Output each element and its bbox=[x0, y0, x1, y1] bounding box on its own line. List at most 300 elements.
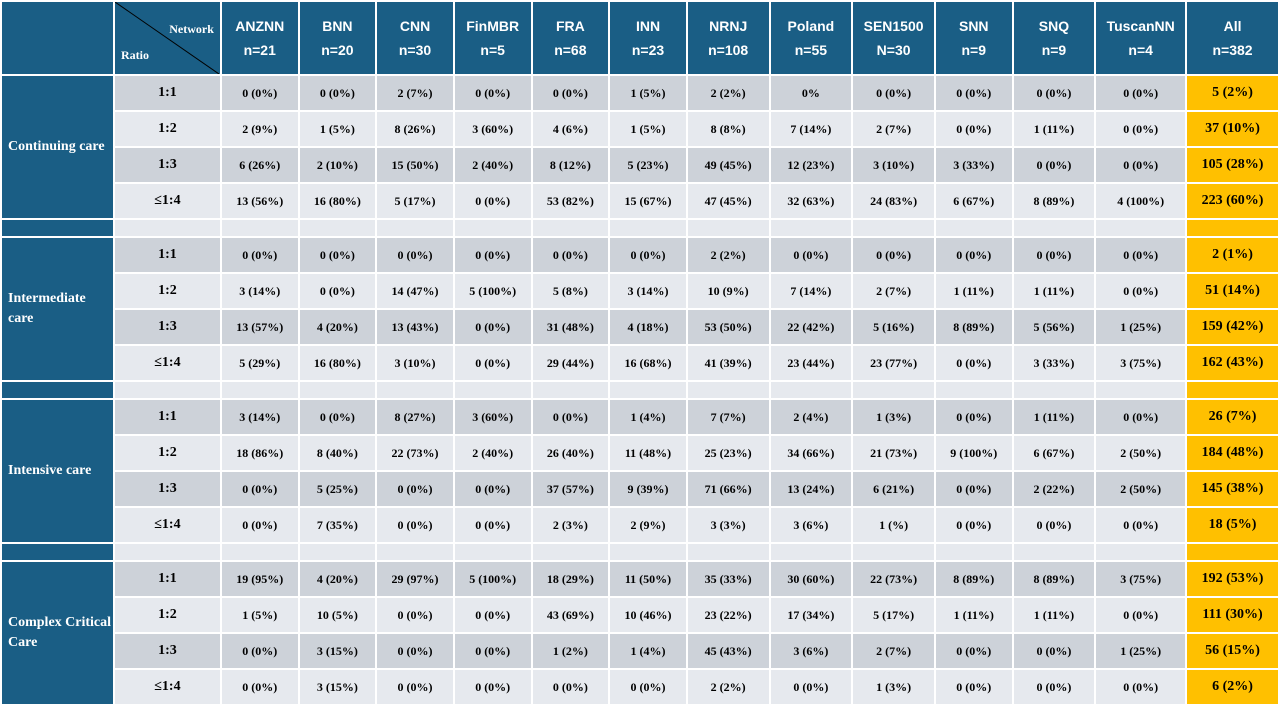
value-cell: 7 (14%) bbox=[771, 274, 852, 308]
value-cell: 0 (0%) bbox=[936, 634, 1012, 668]
value-cell: 16 (80%) bbox=[300, 346, 376, 380]
value-cell: 0 (0%) bbox=[300, 274, 376, 308]
value-cell: 2 (4%) bbox=[771, 400, 852, 434]
value-cell: 4 (18%) bbox=[610, 310, 686, 344]
table-body bbox=[2, 76, 1278, 704]
value-cell: 2 (10%) bbox=[300, 148, 376, 182]
table-row bbox=[2, 634, 1278, 668]
ratio-cell: 1:2 bbox=[115, 274, 220, 308]
all-total-cell: 184 (48%) bbox=[1187, 436, 1278, 470]
spacer-cell bbox=[533, 544, 609, 560]
column-sample-size: n=23 bbox=[631, 42, 665, 58]
value-cell: 0 (0%) bbox=[1096, 148, 1185, 182]
value-cell: 23 (77%) bbox=[853, 346, 934, 380]
value-cell: 2 (9%) bbox=[610, 508, 686, 542]
value-cell: 4 (20%) bbox=[300, 310, 376, 344]
value-cell: 29 (44%) bbox=[533, 346, 609, 380]
column-sample-size: n=382 bbox=[1212, 42, 1253, 58]
spacer-cell bbox=[853, 220, 934, 236]
value-cell: 6 (67%) bbox=[936, 184, 1012, 218]
value-cell: 3 (15%) bbox=[300, 634, 376, 668]
value-cell: 11 (48%) bbox=[610, 436, 686, 470]
value-cell: 5 (100%) bbox=[455, 562, 531, 596]
value-cell: 1 (11%) bbox=[1014, 400, 1095, 434]
value-cell: 1 (25%) bbox=[1096, 310, 1185, 344]
value-cell: 0 (0%) bbox=[1096, 274, 1185, 308]
value-cell: 0 (0%) bbox=[936, 238, 1012, 272]
value-cell: 0 (0%) bbox=[1014, 238, 1095, 272]
value-cell: 35 (33%) bbox=[688, 562, 769, 596]
value-cell: 0 (0%) bbox=[1014, 76, 1095, 110]
value-cell: 0 (0%) bbox=[1014, 670, 1095, 704]
value-cell: 0% bbox=[771, 76, 852, 110]
value-cell: 9 (100%) bbox=[936, 436, 1012, 470]
value-cell: 0 (0%) bbox=[222, 508, 298, 542]
value-cell: 3 (10%) bbox=[853, 148, 934, 182]
value-cell: 3 (15%) bbox=[300, 670, 376, 704]
value-cell: 47 (45%) bbox=[688, 184, 769, 218]
value-cell: 0 (0%) bbox=[1096, 112, 1185, 146]
spacer-cell bbox=[222, 544, 298, 560]
all-total-cell: 111 (30%) bbox=[1187, 598, 1278, 632]
spacer-cell bbox=[1014, 382, 1095, 398]
value-cell: 2 (7%) bbox=[853, 112, 934, 146]
value-cell: 8 (89%) bbox=[1014, 184, 1095, 218]
value-cell: 1 (11%) bbox=[936, 598, 1012, 632]
table-row bbox=[2, 112, 1278, 146]
section-spacer-row bbox=[2, 382, 1278, 398]
value-cell: 0 (0%) bbox=[1014, 148, 1095, 182]
value-cell: 10 (5%) bbox=[300, 598, 376, 632]
value-cell: 13 (57%) bbox=[222, 310, 298, 344]
all-total-cell: 6 (2%) bbox=[1187, 670, 1278, 704]
ratio-cell: ≤1:4 bbox=[115, 346, 220, 380]
value-cell: 6 (26%) bbox=[222, 148, 298, 182]
column-sample-size: n=9 bbox=[1041, 42, 1067, 58]
value-cell: 17 (34%) bbox=[771, 598, 852, 632]
all-total-cell: 159 (42%) bbox=[1187, 310, 1278, 344]
column-network-name: BNN bbox=[322, 18, 353, 34]
ratio-cell: 1:2 bbox=[115, 112, 220, 146]
value-cell: 26 (40%) bbox=[533, 436, 609, 470]
column-sample-size: n=20 bbox=[321, 42, 354, 58]
spacer-cell bbox=[853, 382, 934, 398]
value-cell: 49 (45%) bbox=[688, 148, 769, 182]
value-cell: 0 (0%) bbox=[936, 400, 1012, 434]
ratio-cell: 1:1 bbox=[115, 400, 220, 434]
value-cell: 1 (2%) bbox=[533, 634, 609, 668]
spacer-cell bbox=[377, 382, 453, 398]
value-cell: 0 (0%) bbox=[455, 670, 531, 704]
spacer-cell bbox=[936, 220, 1012, 236]
value-cell: 32 (63%) bbox=[771, 184, 852, 218]
column-header-snn bbox=[936, 2, 1012, 74]
value-cell: 30 (60%) bbox=[771, 562, 852, 596]
spacer-cell bbox=[936, 544, 1012, 560]
spacer-cell bbox=[222, 220, 298, 236]
value-cell: 3 (14%) bbox=[222, 274, 298, 308]
column-header-inn bbox=[610, 2, 686, 74]
spacer-cell bbox=[610, 544, 686, 560]
column-network-name: CNN bbox=[399, 18, 431, 34]
value-cell: 41 (39%) bbox=[688, 346, 769, 380]
spacer-cell bbox=[377, 220, 453, 236]
value-cell: 1 (11%) bbox=[936, 274, 1012, 308]
spacer-cell bbox=[688, 544, 769, 560]
column-header-all bbox=[1187, 2, 1278, 74]
value-cell: 2 (7%) bbox=[853, 274, 934, 308]
value-cell: 1 (11%) bbox=[1014, 112, 1095, 146]
spacer-cell bbox=[1096, 544, 1185, 560]
column-header-poland bbox=[771, 2, 852, 74]
column-sample-size: n=5 bbox=[480, 42, 505, 58]
value-cell: 23 (44%) bbox=[771, 346, 852, 380]
spacer-cell bbox=[300, 382, 376, 398]
ratio-cell: ≤1:4 bbox=[115, 184, 220, 218]
value-cell: 22 (42%) bbox=[771, 310, 852, 344]
value-cell: 0 (0%) bbox=[300, 76, 376, 110]
spacer-cell bbox=[533, 382, 609, 398]
column-network-name: Poland bbox=[787, 18, 835, 34]
column-header-snq bbox=[1014, 2, 1095, 74]
value-cell: 1 (%) bbox=[853, 508, 934, 542]
value-cell: 22 (73%) bbox=[853, 562, 934, 596]
ratio-cell: 1:3 bbox=[115, 310, 220, 344]
value-cell: 3 (14%) bbox=[610, 274, 686, 308]
value-cell: 45 (43%) bbox=[688, 634, 769, 668]
ratio-cell: 1:1 bbox=[115, 238, 220, 272]
ratio-cell: 1:1 bbox=[115, 76, 220, 110]
table-row bbox=[2, 274, 1278, 308]
all-total-cell: 5 (2%) bbox=[1187, 76, 1278, 110]
table-row bbox=[2, 562, 1278, 596]
column-sample-size: n=108 bbox=[708, 42, 749, 58]
ratio-cell: 1:2 bbox=[115, 598, 220, 632]
spacer-cell bbox=[936, 382, 1012, 398]
value-cell: 2 (7%) bbox=[377, 76, 453, 110]
value-cell: 3 (14%) bbox=[222, 400, 298, 434]
column-header-sen1500 bbox=[853, 2, 934, 74]
value-cell: 1 (4%) bbox=[610, 400, 686, 434]
value-cell: 0 (0%) bbox=[936, 346, 1012, 380]
value-cell: 43 (69%) bbox=[533, 598, 609, 632]
value-cell: 2 (3%) bbox=[533, 508, 609, 542]
all-total-cell: 37 (10%) bbox=[1187, 112, 1278, 146]
section-label: Intermediate care bbox=[2, 238, 113, 380]
value-cell: 3 (6%) bbox=[771, 508, 852, 542]
column-header-bnn bbox=[300, 2, 376, 74]
value-cell: 0 (0%) bbox=[455, 346, 531, 380]
column-network-name: SNN bbox=[958, 18, 989, 34]
value-cell: 0 (0%) bbox=[533, 76, 609, 110]
spacer-cell bbox=[771, 382, 852, 398]
value-cell: 4 (100%) bbox=[1096, 184, 1185, 218]
value-cell: 7 (35%) bbox=[300, 508, 376, 542]
column-network-name: INN bbox=[635, 18, 661, 34]
value-cell: 3 (75%) bbox=[1096, 562, 1185, 596]
ratio-cell: 1:3 bbox=[115, 148, 220, 182]
value-cell: 0 (0%) bbox=[455, 310, 531, 344]
value-cell: 8 (89%) bbox=[1014, 562, 1095, 596]
corner-network-label: Network bbox=[169, 22, 214, 36]
spacer-all-cell bbox=[1187, 382, 1278, 398]
value-cell: 13 (43%) bbox=[377, 310, 453, 344]
value-cell: 0 (0%) bbox=[455, 472, 531, 506]
value-cell: 0 (0%) bbox=[936, 508, 1012, 542]
header-row bbox=[2, 2, 1278, 74]
value-cell: 13 (24%) bbox=[771, 472, 852, 506]
value-cell: 0 (0%) bbox=[377, 508, 453, 542]
column-sample-size: N=30 bbox=[876, 42, 911, 58]
value-cell: 6 (21%) bbox=[853, 472, 934, 506]
all-total-cell: 18 (5%) bbox=[1187, 508, 1278, 542]
value-cell: 8 (26%) bbox=[377, 112, 453, 146]
section-label: Complex Critical Care bbox=[2, 562, 113, 704]
value-cell: 2 (2%) bbox=[688, 76, 769, 110]
value-cell: 2 (50%) bbox=[1096, 472, 1185, 506]
value-cell: 2 (9%) bbox=[222, 112, 298, 146]
column-sample-size: n=9 bbox=[961, 42, 987, 58]
spacer-cell bbox=[455, 382, 531, 398]
value-cell: 71 (66%) bbox=[688, 472, 769, 506]
value-cell: 1 (3%) bbox=[853, 400, 934, 434]
spacer-cell bbox=[688, 220, 769, 236]
column-sample-size: n=4 bbox=[1128, 42, 1153, 58]
column-sample-size: n=55 bbox=[794, 42, 828, 58]
table-row bbox=[2, 472, 1278, 506]
value-cell: 0 (0%) bbox=[936, 670, 1012, 704]
value-cell: 12 (23%) bbox=[771, 148, 852, 182]
spacer-cell bbox=[610, 382, 686, 398]
value-cell: 5 (23%) bbox=[610, 148, 686, 182]
value-cell: 3 (33%) bbox=[936, 148, 1012, 182]
value-cell: 18 (86%) bbox=[222, 436, 298, 470]
section-label: Intensive care bbox=[2, 400, 113, 542]
table-row bbox=[2, 436, 1278, 470]
value-cell: 0 (0%) bbox=[610, 670, 686, 704]
value-cell: 5 (25%) bbox=[300, 472, 376, 506]
corner-header-cell bbox=[115, 2, 220, 74]
column-network-name: SEN1500 bbox=[863, 18, 924, 34]
table-row bbox=[2, 508, 1278, 542]
table-row bbox=[2, 346, 1278, 380]
column-header-nrnj bbox=[688, 2, 769, 74]
value-cell: 0 (0%) bbox=[771, 238, 852, 272]
column-sample-size: n=21 bbox=[243, 42, 276, 58]
spacer-cell bbox=[1096, 382, 1185, 398]
all-total-cell: 2 (1%) bbox=[1187, 238, 1278, 272]
value-cell: 0 (0%) bbox=[222, 634, 298, 668]
spacer-all-cell bbox=[1187, 544, 1278, 560]
value-cell: 1 (3%) bbox=[853, 670, 934, 704]
ratio-cell: 1:1 bbox=[115, 562, 220, 596]
column-network-name: TuscanNN bbox=[1106, 18, 1175, 34]
value-cell: 10 (46%) bbox=[610, 598, 686, 632]
value-cell: 0 (0%) bbox=[222, 76, 298, 110]
spacer-cell bbox=[377, 544, 453, 560]
corner-ratio-label: Ratio bbox=[120, 48, 149, 62]
value-cell: 31 (48%) bbox=[533, 310, 609, 344]
value-cell: 11 (50%) bbox=[610, 562, 686, 596]
value-cell: 1 (25%) bbox=[1096, 634, 1185, 668]
spacer-cell bbox=[1014, 220, 1095, 236]
value-cell: 13 (56%) bbox=[222, 184, 298, 218]
value-cell: 10 (9%) bbox=[688, 274, 769, 308]
value-cell: 8 (12%) bbox=[533, 148, 609, 182]
value-cell: 8 (40%) bbox=[300, 436, 376, 470]
value-cell: 0 (0%) bbox=[455, 508, 531, 542]
value-cell: 53 (82%) bbox=[533, 184, 609, 218]
spacer-cell bbox=[853, 544, 934, 560]
value-cell: 1 (5%) bbox=[222, 598, 298, 632]
value-cell: 0 (0%) bbox=[455, 238, 531, 272]
value-cell: 2 (2%) bbox=[688, 670, 769, 704]
value-cell: 15 (50%) bbox=[377, 148, 453, 182]
value-cell: 2 (50%) bbox=[1096, 436, 1185, 470]
value-cell: 3 (3%) bbox=[688, 508, 769, 542]
ratio-cell: 1:2 bbox=[115, 436, 220, 470]
value-cell: 3 (6%) bbox=[771, 634, 852, 668]
value-cell: 7 (7%) bbox=[688, 400, 769, 434]
table-row bbox=[2, 598, 1278, 632]
spacer-cell bbox=[115, 382, 220, 398]
value-cell: 8 (89%) bbox=[936, 562, 1012, 596]
value-cell: 2 (2%) bbox=[688, 238, 769, 272]
value-cell: 0 (0%) bbox=[1014, 634, 1095, 668]
spacer-cell bbox=[610, 220, 686, 236]
spacer-cell bbox=[115, 220, 220, 236]
spacer-cell bbox=[222, 382, 298, 398]
value-cell: 5 (17%) bbox=[853, 598, 934, 632]
value-cell: 14 (47%) bbox=[377, 274, 453, 308]
spacer-section-cell bbox=[2, 382, 113, 398]
spacer-cell bbox=[1014, 544, 1095, 560]
column-network-name: SNQ bbox=[1038, 18, 1070, 34]
value-cell: 0 (0%) bbox=[455, 184, 531, 218]
value-cell: 0 (0%) bbox=[1096, 670, 1185, 704]
value-cell: 25 (23%) bbox=[688, 436, 769, 470]
table-row bbox=[2, 148, 1278, 182]
value-cell: 22 (73%) bbox=[377, 436, 453, 470]
section-label: Continuing care bbox=[2, 76, 113, 218]
value-cell: 0 (0%) bbox=[1096, 76, 1185, 110]
value-cell: 3 (75%) bbox=[1096, 346, 1185, 380]
column-network-name: ANZNN bbox=[235, 18, 285, 34]
value-cell: 53 (50%) bbox=[688, 310, 769, 344]
value-cell: 5 (17%) bbox=[377, 184, 453, 218]
column-network-name: FinMBR bbox=[466, 18, 520, 34]
spacer-cell bbox=[688, 382, 769, 398]
value-cell: 0 (0%) bbox=[1096, 508, 1185, 542]
value-cell: 3 (60%) bbox=[455, 112, 531, 146]
corner-diagonal-line bbox=[115, 2, 219, 74]
value-cell: 5 (16%) bbox=[853, 310, 934, 344]
table-row bbox=[2, 76, 1278, 110]
all-total-cell: 223 (60%) bbox=[1187, 184, 1278, 218]
value-cell: 0 (0%) bbox=[610, 238, 686, 272]
spacer-cell bbox=[533, 220, 609, 236]
column-sample-size: n=30 bbox=[398, 42, 432, 58]
column-network-name: NRNJ bbox=[709, 18, 748, 34]
value-cell: 8 (89%) bbox=[936, 310, 1012, 344]
table-row bbox=[2, 400, 1278, 434]
value-cell: 0 (0%) bbox=[222, 670, 298, 704]
value-cell: 37 (57%) bbox=[533, 472, 609, 506]
spacer-cell bbox=[455, 544, 531, 560]
value-cell: 2 (40%) bbox=[455, 436, 531, 470]
spacer-section-cell bbox=[2, 220, 113, 236]
spacer-cell bbox=[300, 544, 376, 560]
spacer-cell bbox=[455, 220, 531, 236]
column-header-tuscannn bbox=[1096, 2, 1185, 74]
spacer-cell bbox=[115, 544, 220, 560]
column-network-name: All bbox=[1223, 18, 1242, 34]
value-cell: 0 (0%) bbox=[455, 598, 531, 632]
spacer-all-cell bbox=[1187, 220, 1278, 236]
column-header-cnn bbox=[377, 2, 453, 74]
all-total-cell: 192 (53%) bbox=[1187, 562, 1278, 596]
value-cell: 0 (0%) bbox=[1096, 400, 1185, 434]
value-cell: 3 (60%) bbox=[455, 400, 531, 434]
value-cell: 1 (11%) bbox=[1014, 598, 1095, 632]
value-cell: 0 (0%) bbox=[533, 238, 609, 272]
header-blank-cell bbox=[2, 2, 113, 74]
value-cell: 0 (0%) bbox=[300, 400, 376, 434]
value-cell: 9 (39%) bbox=[610, 472, 686, 506]
ratio-cell: ≤1:4 bbox=[115, 508, 220, 542]
value-cell: 0 (0%) bbox=[377, 634, 453, 668]
value-cell: 2 (7%) bbox=[853, 634, 934, 668]
column-header-fra bbox=[533, 2, 609, 74]
value-cell: 0 (0%) bbox=[377, 670, 453, 704]
value-cell: 2 (22%) bbox=[1014, 472, 1095, 506]
value-cell: 8 (8%) bbox=[688, 112, 769, 146]
ratio-cell: ≤1:4 bbox=[115, 670, 220, 704]
value-cell: 0 (0%) bbox=[377, 598, 453, 632]
ratio-cell: 1:3 bbox=[115, 472, 220, 506]
value-cell: 0 (0%) bbox=[455, 76, 531, 110]
table-row bbox=[2, 310, 1278, 344]
value-cell: 24 (83%) bbox=[853, 184, 934, 218]
value-cell: 0 (0%) bbox=[853, 76, 934, 110]
value-cell: 1 (4%) bbox=[610, 634, 686, 668]
value-cell: 0 (0%) bbox=[377, 238, 453, 272]
value-cell: 0 (0%) bbox=[853, 238, 934, 272]
value-cell: 0 (0%) bbox=[771, 670, 852, 704]
value-cell: 29 (97%) bbox=[377, 562, 453, 596]
value-cell: 0 (0%) bbox=[936, 112, 1012, 146]
value-cell: 3 (10%) bbox=[377, 346, 453, 380]
section-spacer-row bbox=[2, 220, 1278, 236]
value-cell: 18 (29%) bbox=[533, 562, 609, 596]
value-cell: 6 (67%) bbox=[1014, 436, 1095, 470]
table-row bbox=[2, 184, 1278, 218]
spacer-cell bbox=[300, 220, 376, 236]
value-cell: 1 (5%) bbox=[610, 112, 686, 146]
all-total-cell: 145 (38%) bbox=[1187, 472, 1278, 506]
all-total-cell: 162 (43%) bbox=[1187, 346, 1278, 380]
value-cell: 3 (33%) bbox=[1014, 346, 1095, 380]
spacer-cell bbox=[771, 220, 852, 236]
value-cell: 0 (0%) bbox=[936, 472, 1012, 506]
column-header-anznn bbox=[222, 2, 298, 74]
table-row bbox=[2, 238, 1278, 272]
value-cell: 0 (0%) bbox=[533, 400, 609, 434]
value-cell: 1 (5%) bbox=[300, 112, 376, 146]
value-cell: 0 (0%) bbox=[1096, 598, 1185, 632]
value-cell: 0 (0%) bbox=[936, 76, 1012, 110]
value-cell: 23 (22%) bbox=[688, 598, 769, 632]
